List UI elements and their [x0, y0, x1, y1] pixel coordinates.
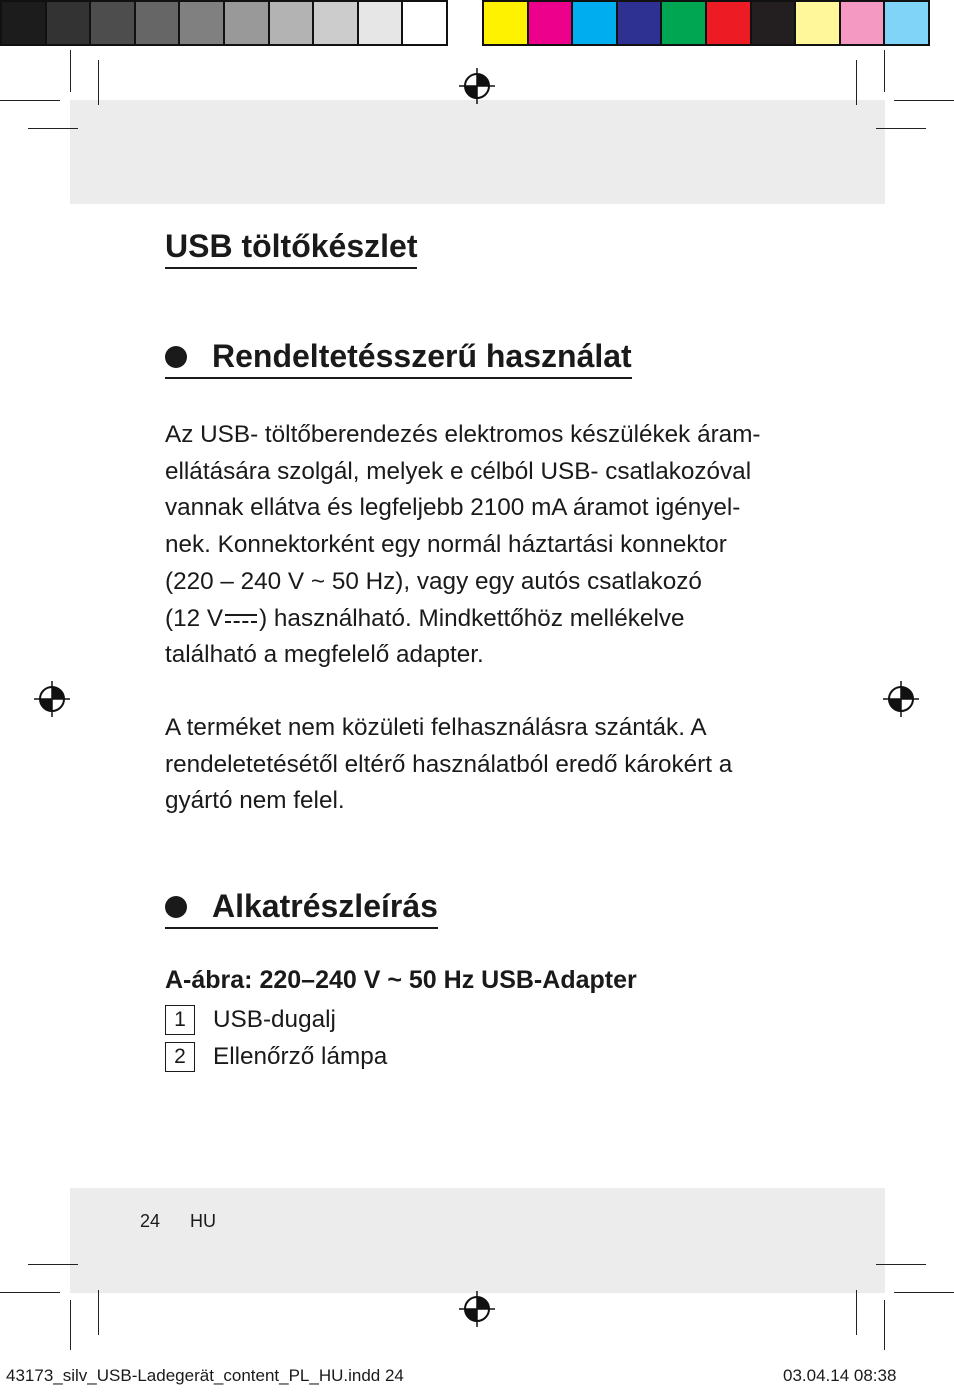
- text-line: vannak ellátva és legfeljebb 2100 mA áramot igényel-: [165, 494, 741, 522]
- color-swatch: [839, 0, 886, 46]
- crop-mark: [70, 1300, 71, 1350]
- color-swatch: [571, 0, 618, 46]
- color-swatch: [616, 0, 663, 46]
- color-swatch: [312, 0, 359, 46]
- color-swatch: [89, 0, 136, 46]
- crop-mark: [28, 1264, 78, 1265]
- color-swatch: [45, 0, 92, 46]
- text-line: gyártó nem felel.: [165, 787, 345, 815]
- color-swatch: [178, 0, 225, 46]
- part-number: 2: [165, 1042, 195, 1072]
- text-fragment: (12 V: [165, 604, 224, 632]
- color-swatch: [750, 0, 797, 46]
- crop-mark: [98, 1290, 99, 1335]
- crop-mark: [98, 60, 99, 105]
- paragraph-intended-use: [165, 417, 805, 674]
- language-code: HU: [190, 1211, 216, 1231]
- text-line: rendeletetésétől eltérő használatból eredő károkért a: [165, 750, 733, 778]
- footer-band: [70, 1188, 885, 1293]
- crop-mark: [70, 50, 71, 92]
- crop-mark: [876, 128, 926, 129]
- color-swatch: [0, 0, 47, 46]
- color-swatch: [660, 0, 707, 46]
- list-item: [165, 1042, 387, 1072]
- color-calibration-bar: [482, 0, 928, 50]
- crop-mark: [856, 60, 857, 105]
- color-swatch: [482, 0, 529, 46]
- crop-mark: [0, 100, 60, 101]
- page-title: USB töltőkészlet: [165, 228, 417, 269]
- crop-mark: [876, 1264, 926, 1265]
- registration-mark-icon: [459, 1291, 495, 1327]
- figure-label: A-ábra: 220–240 V ~ 50 Hz USB-Adapter: [165, 966, 637, 994]
- section-heading-text: Alkatrészleírás: [212, 888, 438, 924]
- crop-mark: [884, 1300, 885, 1350]
- color-swatch: [794, 0, 841, 46]
- section-heading-parts: [165, 888, 438, 929]
- color-swatch: [527, 0, 574, 46]
- text-line: nek. Konnektorként egy normál háztartási konnektor: [165, 531, 727, 559]
- bullet-icon: [165, 346, 187, 368]
- text-line: található a megfelelő adapter.: [165, 641, 484, 669]
- grayscale-calibration-bar: [0, 0, 446, 50]
- print-slug-datetime: 03.04.14 08:38: [783, 1366, 897, 1385]
- text-line: (220 – 240 V ~ 50 Hz), vagy egy autós csatlakozó: [165, 567, 702, 595]
- crop-mark: [856, 1290, 857, 1335]
- text-line: Az USB- töltőberendezés elektromos készülékek áram-: [165, 421, 761, 448]
- crop-mark: [894, 1292, 954, 1293]
- paragraph-usage-note: [165, 710, 805, 820]
- part-label: USB-dugalj: [213, 1006, 336, 1033]
- color-swatch: [223, 0, 270, 46]
- crop-mark: [28, 128, 78, 129]
- color-swatch: [357, 0, 404, 46]
- registration-mark-icon: [459, 68, 495, 104]
- page-number: 24: [140, 1211, 161, 1231]
- registration-mark-icon: [34, 681, 70, 717]
- crop-mark: [0, 1292, 60, 1293]
- section-heading-intended-use: [165, 338, 632, 379]
- text-line: [165, 601, 805, 638]
- part-number: 1: [165, 1005, 195, 1035]
- part-label: Ellenőrző lámpa: [213, 1043, 388, 1070]
- registration-mark-icon: [883, 681, 919, 717]
- crop-mark: [894, 100, 954, 101]
- color-swatch: [268, 0, 315, 46]
- color-swatch: [705, 0, 752, 46]
- text-line: ellátására szolgál, melyek e célból USB- csatlakozóval: [165, 457, 752, 485]
- color-swatch: [883, 0, 930, 46]
- text-fragment: ) használható. Mindkettőhöz mellékelve: [259, 604, 685, 632]
- print-slug-file: 43173_silv_USB-Ladegerät_content_PL_HU.indd 24: [6, 1366, 404, 1385]
- header-band: [70, 100, 885, 204]
- section-heading-text: Rendeltetésszerű használat: [212, 338, 632, 374]
- list-item: [165, 1005, 336, 1035]
- crop-mark: [884, 50, 885, 92]
- color-swatch: [134, 0, 181, 46]
- bullet-icon: [165, 896, 187, 918]
- direct-current-icon: [225, 609, 257, 629]
- text-line: A terméket nem közületi felhasználásra szánták. A: [165, 714, 707, 741]
- color-swatch: [401, 0, 448, 46]
